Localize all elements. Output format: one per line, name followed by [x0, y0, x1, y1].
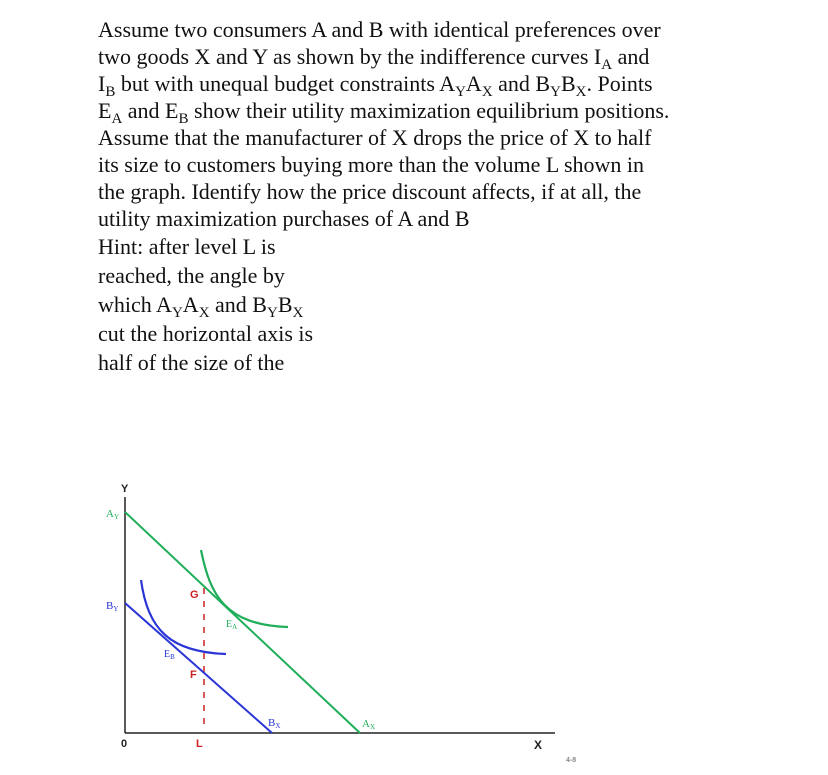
text-segment: show their utility maximization equilibrium positions.	[188, 98, 670, 123]
g-label: G	[190, 589, 199, 601]
hint-line-2: reached, the angle by	[98, 263, 285, 288]
by-label	[106, 600, 118, 613]
text-segment: A	[465, 71, 482, 96]
label-main: E	[226, 619, 233, 630]
label-sub: X	[275, 722, 281, 730]
text-segment: B	[277, 292, 293, 317]
subscript: A	[601, 57, 613, 73]
text-segment: . Points	[586, 71, 653, 96]
subscript: X	[292, 305, 304, 321]
subscript: Y	[266, 305, 278, 321]
subscript: X	[481, 84, 493, 100]
hint-line-4: cut the horizontal axis is	[98, 321, 314, 346]
ay-label	[106, 508, 119, 521]
text-segment: I	[98, 71, 106, 96]
origin-label: 0	[121, 738, 128, 750]
ax-label	[362, 718, 375, 731]
bx-label	[268, 717, 280, 730]
hint-line-1: Hint: after level L is	[98, 234, 276, 259]
question-line-1: Assume two consumers A and B with identical preferences over	[98, 17, 661, 42]
subscript: Y	[550, 84, 561, 100]
text-segment: which A	[98, 292, 172, 317]
text-segment: and B	[492, 71, 551, 96]
subscript: A	[111, 111, 123, 127]
ea-label	[226, 619, 237, 631]
label-sub: X	[369, 723, 376, 731]
indifference-curve-a	[201, 550, 288, 627]
y-axis-label: Y	[121, 483, 129, 495]
question-line-6: its size to customers buying more than the volume L shown in	[98, 152, 645, 177]
x-axis-label: X	[534, 738, 543, 752]
subscript: B	[178, 111, 189, 127]
subscript: Y	[171, 305, 183, 321]
text-segment: and B	[209, 292, 267, 317]
label-main: B	[106, 600, 114, 612]
text-segment: B	[560, 71, 576, 96]
f-label: F	[190, 669, 197, 681]
l-label: L	[196, 738, 203, 750]
label-sub: Y	[113, 513, 120, 521]
page-number: 4-8	[566, 757, 577, 764]
text-segment: but with unequal budget constraints A	[115, 71, 456, 96]
question-line-5: Assume that the manufacturer of X drops the price of X to half	[98, 125, 652, 150]
text-segment: and E	[122, 98, 179, 123]
label-main: A	[362, 718, 370, 730]
label-main: E	[164, 649, 171, 660]
text-segment: A	[182, 292, 199, 317]
label-main: B	[268, 717, 276, 729]
question-line-8: utility maximization purchases of A and B	[98, 206, 470, 231]
budget-line-b	[125, 603, 272, 733]
hint-line-5: half of the size of the	[98, 350, 285, 375]
label-sub: Y	[113, 605, 119, 613]
question-line-7: the graph. Identify how the price discount affects, if at all, the	[98, 179, 642, 204]
text-segment: two goods X and Y as shown by the indifference curves I	[98, 44, 602, 69]
subscript: B	[105, 84, 116, 100]
text-segment: and	[612, 44, 650, 69]
label-main: A	[106, 508, 114, 520]
budget-line-a	[125, 512, 360, 733]
label-sub: A	[232, 623, 238, 631]
subscript: X	[198, 305, 210, 321]
subscript: Y	[455, 84, 466, 100]
subscript: X	[575, 84, 587, 100]
label-sub: B	[170, 653, 175, 661]
eb-label	[164, 649, 175, 661]
text-segment: E	[98, 98, 112, 123]
